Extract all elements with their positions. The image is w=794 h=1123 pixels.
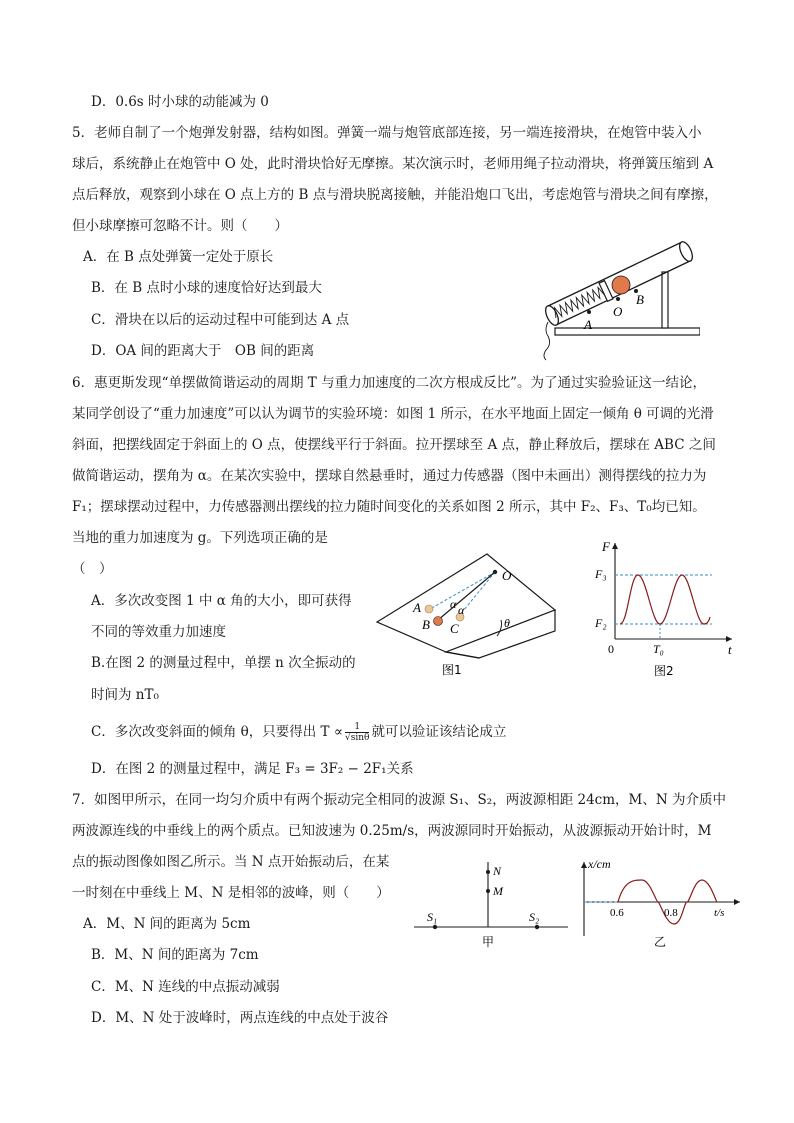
point-a xyxy=(587,310,591,314)
ball-a xyxy=(425,605,433,613)
fig1-label-o: O xyxy=(502,568,512,583)
rope xyxy=(544,322,550,360)
jia-label-n: N xyxy=(493,864,502,878)
q6-option-a-line1: A．多次改变图 1 中 α 角的大小，即可获得 xyxy=(91,593,352,609)
label-a: A xyxy=(584,317,592,332)
q6-fig1-incline xyxy=(372,548,572,682)
yi-ylabel: x/cm xyxy=(588,857,611,871)
fig2-label-zero: 0 xyxy=(608,642,614,656)
point-m xyxy=(486,889,490,893)
cannon-base xyxy=(555,328,700,335)
fraction-numerator: 1 xyxy=(345,722,369,733)
q6-stem-line6: 当地的重力加速度为 g。下列选项正确的是 xyxy=(72,530,328,546)
cannon-support xyxy=(662,272,668,328)
q6-option-a-line2: 不同的等效重力加速度 xyxy=(91,624,226,640)
fig2-label-f2: F₂ xyxy=(595,616,607,630)
q5-stem-line1: 5．老师自制了一个炮弹发射器，结构如图。弹簧一端与炮管底部连接，另一端连接滑块，在炮管中装入小 xyxy=(72,125,702,141)
yi-xlabel: t/s xyxy=(714,907,725,919)
q6-answer-bracket: （ ） xyxy=(72,561,113,577)
q6-stem-line2: 某同学创设了“重力加速度”可以认为调节的实验环境：如图 1 所示，在水平地面上固定一倾角 θ 可调的光滑 xyxy=(72,406,714,422)
force-curve xyxy=(620,575,710,624)
q7-stem-line4: 一时刻在中垂线上 M、N 是相邻的波峰，则（ ） xyxy=(72,885,390,901)
q6-option-b-line1: B.在图 2 的测量过程中，单摆 n 次全振动的 xyxy=(91,655,356,671)
q6-fig2-force-graph xyxy=(590,535,740,680)
jia-label-s1: S₁ xyxy=(427,910,438,924)
q6-option-d: D．在图 2 的测量过程中，满足 F₃ = 3F₂ − 2F₁关系 xyxy=(91,761,414,777)
q7-option-d: D．M、N 处于波峰时，两点连线的中点处于波谷 xyxy=(91,1010,389,1026)
fig1-alpha: α xyxy=(450,597,457,611)
q7-option-b: B．M、N 间的距离为 7cm xyxy=(91,947,259,963)
q6-stem-line1: 6．惠更斯发现“单摆做简谐运动的周期 T 与重力加速度的二次方根成反比”。为了通过实验验证这一结论， xyxy=(72,375,706,391)
q4-option-d: D．0.6s 时小球的动能减为 0 xyxy=(91,94,269,110)
q5-option-a: A．在 B 点处弹簧一定处于原长 xyxy=(83,249,274,265)
fraction-denominator: √sinθ xyxy=(344,733,370,743)
jia-label-s2: S₂ xyxy=(529,910,540,924)
jia-label-m: M xyxy=(493,884,503,898)
q5-option-c: C．滑块在以后的运动过程中可能到达 A 点 xyxy=(91,312,350,328)
label-o: O xyxy=(613,304,623,319)
q5-option-d: D．OA 间的距离大于 OB 间的距离 xyxy=(91,343,315,359)
q7-fig-jia xyxy=(410,858,570,954)
q6-stem-line4: 做简谐运动，摆角为 α。在某次实验中，摆球自然悬垂时，通过力传感器（图中未画出）测得摆线的拉力为 xyxy=(72,468,707,484)
ball-b xyxy=(434,617,443,626)
fig2-label-t: t xyxy=(728,642,732,657)
q6-stem-line3: 斜面，把摆线固定于斜面上的 O 点，使摆线平行于斜面。拉开摆球至 A 点，静止释放后，摆球在 ABC 之间 xyxy=(72,437,716,453)
fig1-label-b: B xyxy=(422,617,430,632)
label-b: B xyxy=(636,292,644,307)
point-o xyxy=(616,297,620,301)
q7-fig-yi xyxy=(572,856,747,954)
yi-tick-1: 0.6 xyxy=(610,907,624,919)
yi-caption: 乙 xyxy=(654,935,667,949)
q6-option-c xyxy=(91,722,506,743)
q6-option-c-pre: C．多次改变斜面的倾角 θ，只要得出 T ∝ xyxy=(91,724,343,740)
fig1-label-a: A xyxy=(413,600,421,615)
fig1-caption: 图1 xyxy=(442,663,462,677)
q5-option-b: B．在 B 点时小球的速度恰好达到最大 xyxy=(91,280,322,296)
q5-stem-line2: 球后，系统静止在炮管中 O 处，此时滑块恰好无摩擦。某次演示时，老师用绳子拉动滑块，将弹簧压缩到 A xyxy=(72,156,714,172)
yi-tick-2: 0.8 xyxy=(664,907,678,919)
jia-caption: 甲 xyxy=(482,935,495,949)
q6-stem-line5: F₁；摆球摆动过程中，力传感器测出摆线的拉力随时间变化的关系如图 2 所示，其中 F₂、F₃、T₀均已知。 xyxy=(72,499,706,515)
q7-option-a: A．M、N 间的距离为 5cm xyxy=(83,916,251,932)
q6-option-c-post: 就可以验证该结论成立 xyxy=(371,724,507,740)
fraction xyxy=(345,722,369,743)
ball xyxy=(612,276,630,294)
fig2-label-t0: T₀ xyxy=(653,642,664,656)
fig1-label-c: C xyxy=(450,621,459,636)
source-s2 xyxy=(535,925,539,929)
q7-stem-line1: 7．如图甲所示，在同一均匀介质中有两个振动完全相同的波源 S₁、S₂，两波源相距 24cm，M、N 为介质中 xyxy=(72,792,726,808)
q5-stem-line3: 点后释放，观察到小球在 O 点上方的 B 点与滑块脱离接触，并能沿炮口飞出，考虑炮管与滑块之间有摩擦， xyxy=(72,187,718,203)
q5-stem-line4: 但小球摩擦可忽略不计。则（ ） xyxy=(72,218,288,234)
fig1-theta: θ xyxy=(504,616,510,630)
q5-cannon-figure xyxy=(530,232,700,362)
q7-stem-line2: 两波源连线的中垂线上的两个质点。已知波速为 0.25m/s，两波源同时开始振动，从波源振动开始计时，M xyxy=(72,823,712,839)
point-n xyxy=(486,870,490,874)
q7-stem-line3: 点的振动图像如图乙所示。当 N 点开始振动后，在某 xyxy=(72,854,390,870)
fig1-alpha-2: α xyxy=(458,603,465,617)
source-s1 xyxy=(433,925,437,929)
q7-option-c: C．M、N 连线的中点振动减弱 xyxy=(91,979,280,995)
fig2-caption: 图2 xyxy=(654,664,674,678)
fig2-label-f3: F₃ xyxy=(595,567,607,581)
q6-option-b-line2: 时间为 nT₀ xyxy=(91,687,159,703)
fig2-label-f: F xyxy=(602,539,610,554)
